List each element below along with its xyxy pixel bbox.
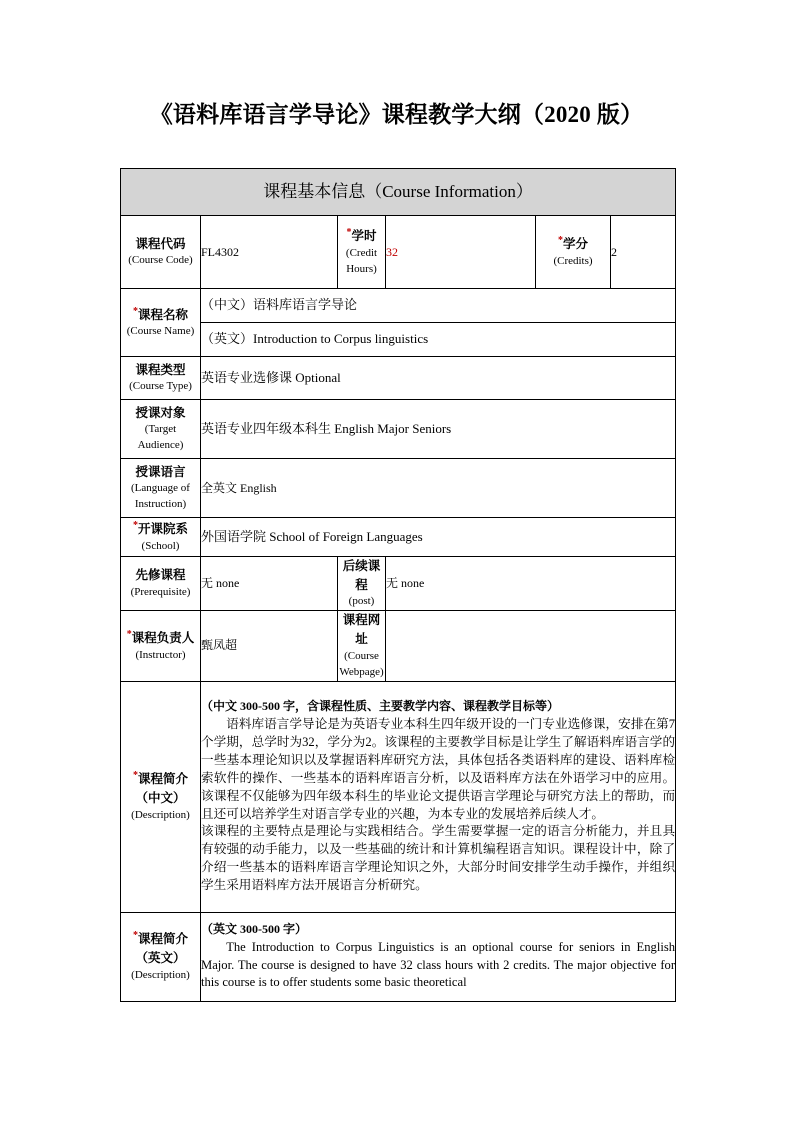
label-language-en: (Language of Instruction) <box>131 482 190 511</box>
value-credit-hours: 32 <box>386 216 536 289</box>
label-credits-en: (Credits) <box>553 254 593 267</box>
course-information-table <box>120 168 676 1002</box>
value-course-code: FL4302 <box>201 216 338 289</box>
value-description-cn <box>201 681 676 912</box>
course-name-cn-value: 语料库语言学导论 <box>253 297 358 313</box>
label-post-course-en: (post) <box>348 595 375 608</box>
label-instructor-cn: 课程负责人 <box>131 631 195 645</box>
label-school-en: (School) <box>141 539 180 552</box>
label-prerequisite-cn: 先修课程 <box>135 568 186 583</box>
label-instructor <box>121 611 201 681</box>
description-cn-hint: （中文 300-500 字，含课程性质、主要教学内容、课程教学目标等） <box>201 699 559 714</box>
label-course-type <box>121 357 201 400</box>
value-description-en <box>201 912 676 1001</box>
label-description-cn <box>121 681 201 912</box>
table-header-row <box>121 169 676 216</box>
table-row-prerequisite <box>121 557 676 611</box>
label-prerequisite <box>121 557 201 611</box>
description-en-hint: （英文 300-500 字） <box>201 921 307 936</box>
required-marker-icon: * <box>126 629 132 641</box>
required-marker-icon: * <box>132 520 138 532</box>
label-course-name-cn: 课程名称 <box>137 307 188 322</box>
value-school: 外国语学院 School of Foreign Languages <box>201 518 676 557</box>
table-row-course-name-cn <box>121 289 676 323</box>
table-row-course-code <box>121 216 676 289</box>
label-post-course-cn: 后续课程 <box>342 559 381 592</box>
label-course-webpage-en: (Course Webpage) <box>339 649 384 678</box>
value-prerequisite: 无 none <box>201 557 338 611</box>
table-header-title: 课程基本信息（Course Information） <box>121 169 676 216</box>
table-row-course-name-en <box>121 323 676 357</box>
label-post-course <box>338 557 386 611</box>
label-target-audience <box>121 400 201 459</box>
value-target-audience: 英语专业四年级本科生 English Major Seniors <box>201 400 676 459</box>
label-credit-hours-cn: 学时 <box>351 229 377 244</box>
label-school <box>121 518 201 557</box>
label-prerequisite-en: (Prerequisite) <box>130 586 191 598</box>
label-description-en <box>121 912 201 1001</box>
description-cn-paragraph-1: 语料库语言学导论是为英语专业本科生四年级开设的一门专业选修课，安排在第7个学期，总学时为32，学分为2。该课程的主要教学目标是让学生了解语料库语言学的一些基本理论知识以及掌握语料库研究方法，具体包括各类语料库的建设、语料库检索软件的操作、一些基本的语料库语言分析，以及语料库方法在外语学习中的应用。该课程不仅能够为四年级本科生的毕业论文提供语言学理论与研究方法上的帮助，而且还可以培养学生对语言学专业的兴趣，为本专业的发展培养后续人才。 <box>201 717 676 821</box>
required-marker-icon: * <box>132 770 138 782</box>
label-course-code-en: (Course Code) <box>128 254 193 267</box>
label-credits-cn: 学分 <box>562 237 588 252</box>
value-course-webpage <box>386 611 676 681</box>
table-row-language <box>121 459 676 518</box>
value-instructor: 甄凤超 <box>201 611 338 681</box>
label-credit-hours <box>338 216 386 289</box>
label-description-en-en: (Description) <box>131 968 190 981</box>
value-course-type: 英语专业选修课 Optional <box>201 357 676 400</box>
table-row-course-type <box>121 357 676 400</box>
label-course-type-en: (Course Type) <box>129 380 192 393</box>
value-language: 全英文 English <box>201 459 676 518</box>
label-credits <box>536 216 611 289</box>
label-course-name <box>121 289 201 357</box>
course-name-en-value: Introduction to Corpus linguistics <box>253 331 429 347</box>
description-cn-paragraph-2: 该课程的主要特点是理论与实践相结合。学生需要掌握一定的语言分析能力，并且具有较强的动手能力，以及一些基础的统计和计算机编程语言知识。课程设计中，除了介绍一些基本的语料库语言学理论知识之外，大部分时间安排学生动手操作，并组织学生采用语料库方法开展语言分析研究。 <box>201 824 676 893</box>
required-marker-icon: * <box>132 930 138 942</box>
value-course-name-en <box>201 323 676 357</box>
label-description-cn-en: (Description) <box>131 808 190 821</box>
table-row-school <box>121 518 676 557</box>
table-row-description-cn <box>121 681 676 912</box>
label-description-en-cn: 课程简介（英文） <box>135 932 188 965</box>
label-course-code <box>121 216 201 289</box>
label-target-audience-cn: 授课对象 <box>135 405 186 420</box>
table-row-description-en <box>121 912 676 1001</box>
label-course-type-cn: 课程类型 <box>135 362 186 377</box>
value-course-name-cn <box>201 289 676 323</box>
required-marker-icon: * <box>132 305 138 317</box>
required-marker-icon: * <box>557 235 563 247</box>
value-credits: 2 <box>611 216 676 289</box>
course-name-en-prefix: （英文） <box>201 331 254 347</box>
label-description-cn-cn: 课程简介（中文） <box>135 772 188 805</box>
label-credit-hours-en: (Credit Hours) <box>345 246 378 275</box>
course-name-cn-prefix: （中文） <box>201 297 254 313</box>
label-school-cn: 开课院系 <box>137 522 188 537</box>
table-row-target-audience <box>121 400 676 459</box>
value-post-course: 无 none <box>386 557 676 611</box>
label-course-webpage <box>338 611 386 681</box>
label-course-code-cn: 课程代码 <box>135 236 186 251</box>
description-en-paragraph-1: The Introduction to Corpus Linguistics is an optional course for seniors in English Major. The course is designed to have 32 class hours with 2 credits. The major objective for this course is to offer students some basic theoretical <box>201 939 676 990</box>
label-instructor-en: (Instructor) <box>135 648 186 661</box>
label-course-name-en: (Course Name) <box>126 325 195 338</box>
page-title: 《语料库语言学导论》课程教学大纲（2020 版） <box>149 102 644 127</box>
table-row-instructor <box>121 611 676 681</box>
label-language-cn: 授课语言 <box>135 464 186 479</box>
label-course-webpage-cn: 课程网址 <box>342 613 381 646</box>
label-target-audience-en: (Target Audience) <box>137 423 184 452</box>
required-marker-icon: * <box>346 227 352 239</box>
label-language <box>121 459 201 518</box>
